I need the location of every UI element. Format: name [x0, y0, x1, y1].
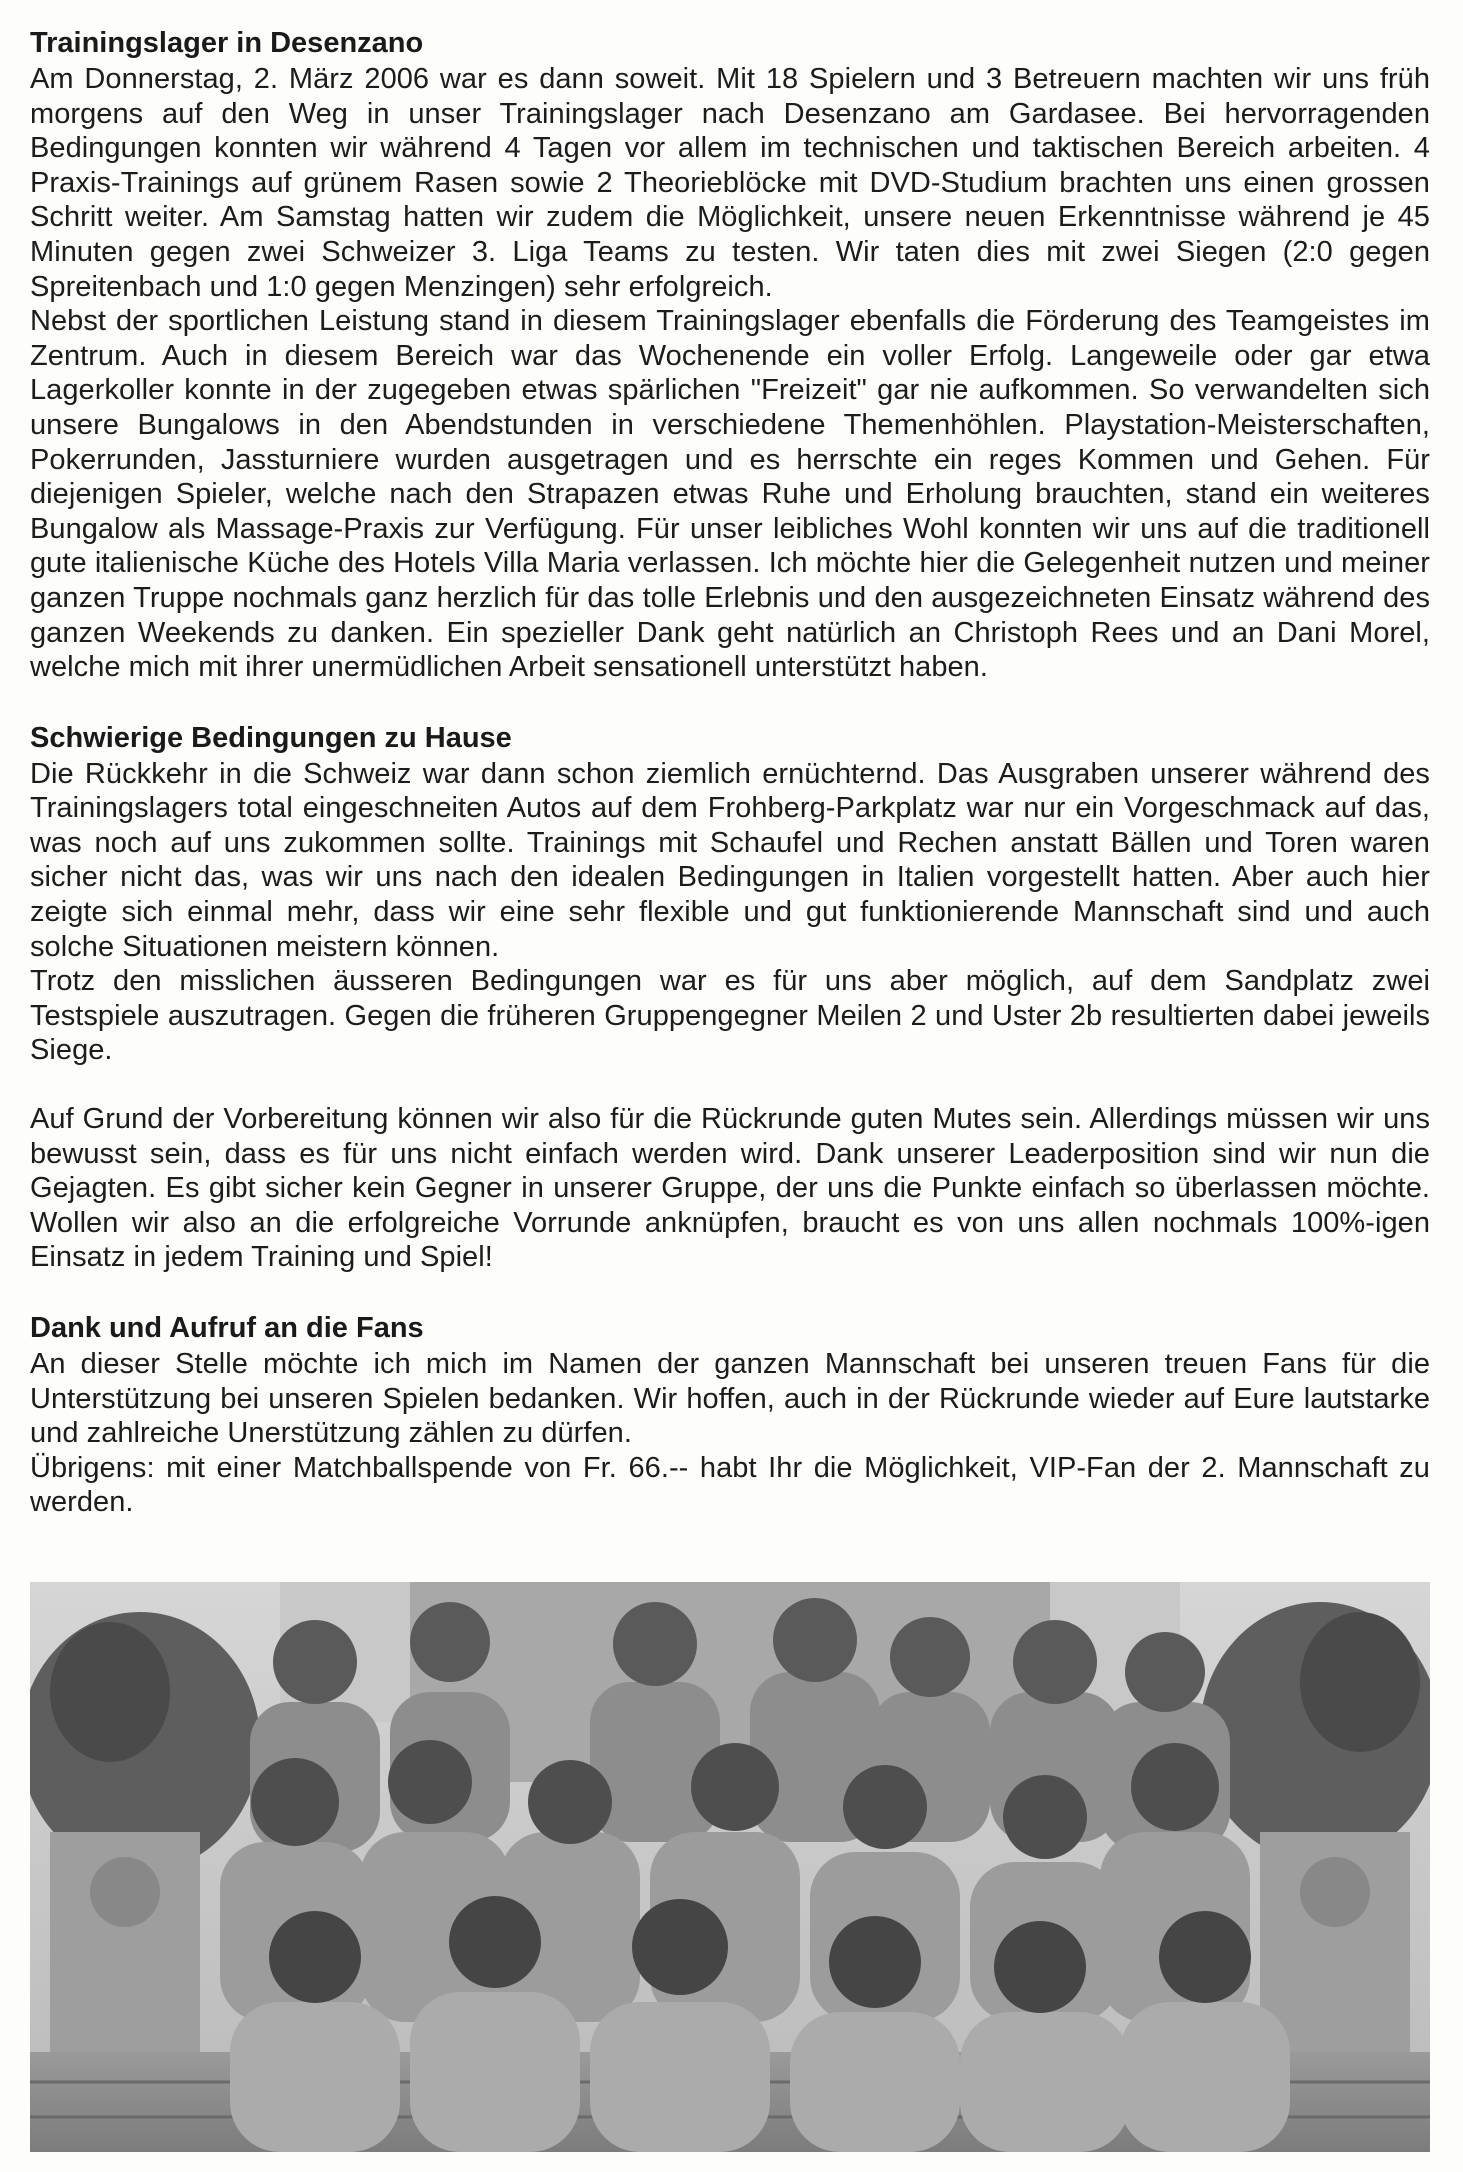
paragraph: Am Donnerstag, 2. März 2006 war es dann soweit. Mit 18 Spielern und 3 Betreuern machten wir uns früh morgens auf den Weg in unser Trainingslager nach Desenzano am Gardasee. Bei hervorragenden Bedingungen konnten wir während 4 Tagen vor allem im technischen und taktischen Bereich arbeiten. 4 Praxis-Trainings auf grünem Rasen sowie 2 Theorieblöcke mit DVD-Studium brachten uns einen grossen Schritt weiter. Am Samstag hatten wir zudem die Möglichkeit, unsere neuen Erkenntnisse während je 45 Minuten gegen zwei Schweizer 3. Liga Teams zu testen. Wir taten dies mit zwei Siegen (2:0 gegen Spreitenbach und 1:0 gegen Menzingen) sehr erfolgreich.: [30, 63, 1430, 303]
paragraph-gap: [30, 1068, 1430, 1102]
paragraph: Nebst der sportlichen Leistung stand in diesem Trainingslager ebenfalls die Förderung des Teamgeistes im Zentrum. Auch in diesem Bereich war das Wochenende ein voller Erfolg. Langeweile oder gar etwa Lagerkoller konnte in der zugegeben etwas spärlichen "Freizeit" gar nie aufkommen. So verwandelten sich unsere Bungalows in den Abendstunden in verschiedene Themenhöhlen. Playstation-Meisterschaften, Pokerrunden, Jassturniere wurden ausgetragen und es herrschte ein reges Kommen und Gehen. Für diejenigen Spieler, welche nach den Strapazen etwas Ruhe und Erholung brauchten, stand ein weiteres Bungalow als Massage-Praxis zur Verfügung. Für unser leibliches Wohl konnten wir uns auf die traditionell gute italienische Küche des Hotels Villa Maria verlassen. Ich möchte hier die Gelegenheit nutzen und meiner ganzen Truppe nochmals ganz herzlich für das tolle Erlebnis und den ausgezeichneten Einsatz während des ganzen Weekends zu danken. Ein spezieller Dank geht natürlich an Christoph Rees und an Dani Morel, welche mich mit ihrer unermüdlichen Arbeit sensationell unterstützt haben.: [30, 305, 1430, 684]
section-heading: Trainingslager in Desenzano: [30, 27, 424, 59]
article: [30, 26, 1430, 1556]
section-bedingungen: [30, 721, 1430, 1275]
section-fans: [30, 1311, 1430, 1520]
paragraph: Trotz den misslichen äusseren Bedingungen war es für uns aber möglich, auf dem Sandplatz zwei Testspiele auszutragen. Gegen die früheren Gruppengegner Meilen 2 und Uster 2b resultierten dabei jeweils Siege.: [30, 965, 1430, 1067]
section-heading: Schwierige Bedingungen zu Hause: [30, 721, 512, 754]
team-photo-illustration: [30, 1582, 1430, 2152]
paragraph: Übrigens: mit einer Matchballspende von Fr. 66.-- habt Ihr die Möglichkeit, VIP-Fan der 2. Mannschaft zu werden.: [30, 1451, 1430, 1519]
section-trainingslager: [30, 26, 1430, 685]
paragraph: Die Rückkehr in die Schweiz war dann schon ziemlich ernüchternd. Das Ausgraben unserer während des Trainingslagers total eingeschneiten Autos auf dem Frohberg-Parkplatz war nur ein Vorgeschmack auf das, was noch auf uns zukommen sollte. Trainings mit Schaufel und Rechen anstatt Bällen und Toren waren sicher nicht das, was wir uns nach den idealen Bedingungen in Italien vorgestellt hatten. Aber auch hier zeigte sich einmal mehr, dass wir eine sehr flexible und gut funktionierende Mannschaft sind und auch solche Situationen meistern können.: [30, 757, 1430, 963]
team-photo: [30, 1582, 1430, 2152]
paragraph: An dieser Stelle möchte ich mich im Namen der ganzen Mannschaft bei unseren treuen Fans für die Unterstützung bei unseren Spielen bedanken. Wir hoffen, auch in der Rückrunde wieder auf Eure lautstarke und zahlreiche Unerstützung zählen zu dürfen.: [30, 1348, 1430, 1450]
paragraph: Auf Grund der Vorbereitung können wir also für die Rückrunde guten Mutes sein. Allerdings müssen wir uns bewusst sein, dass es für uns nicht einfach werden wird. Dank unserer Leaderposition sind wir nun die Gejagten. Es gibt sicher kein Gegner in unserer Gruppe, der uns die Punkte einfach so überlassen möchte. Wollen wir also an die erfolgreiche Vorrunde anknüpfen, braucht es von uns allen nochmals 100%-igen Einsatz in jedem Training und Spiel!: [30, 1103, 1430, 1274]
section-heading: Dank und Aufruf an die Fans: [30, 1312, 424, 1344]
